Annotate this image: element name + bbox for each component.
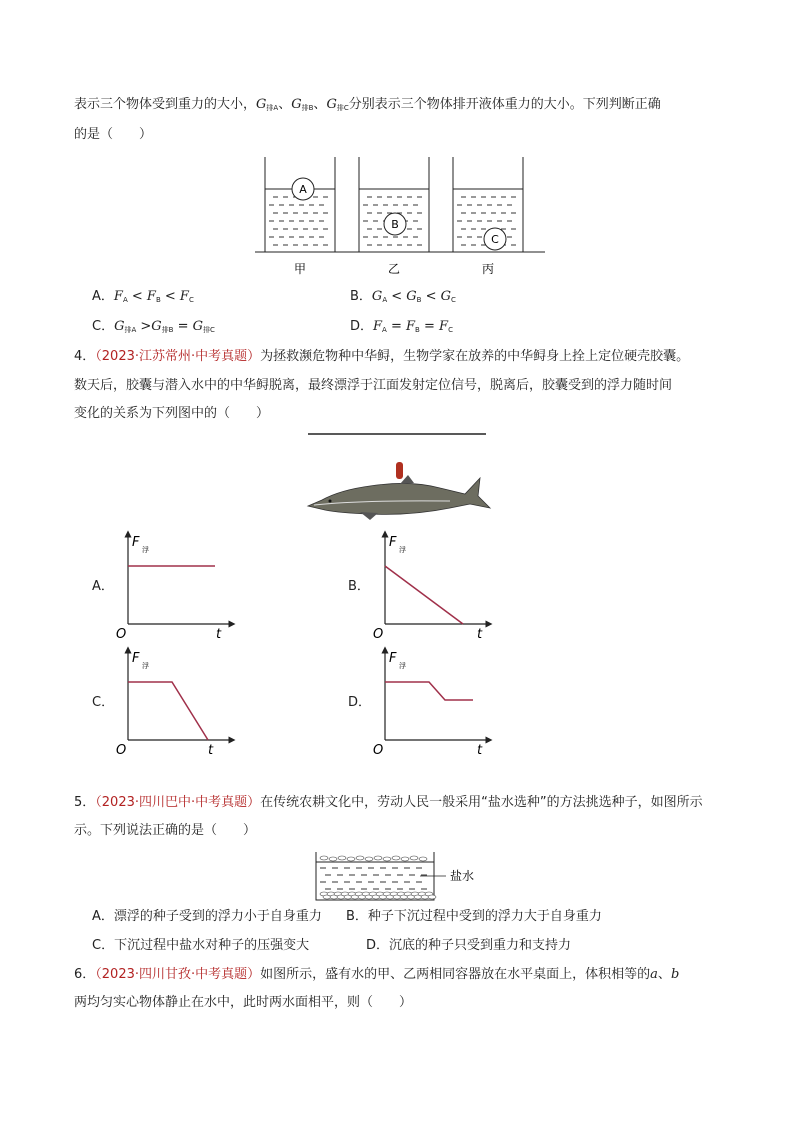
origin-label: O	[116, 743, 127, 758]
graph-label-d: D．	[348, 695, 372, 710]
ball-c-label: C	[491, 233, 499, 246]
axis-y-label: F	[132, 535, 140, 550]
q3-line-2: 的是（ ）	[74, 127, 153, 142]
axis-x-label: t	[208, 743, 214, 758]
sep: 、	[313, 97, 327, 112]
q5-option-d[interactable]: D．沉底的种子只受到重力和支持力	[366, 938, 572, 953]
q5-text-1: 在传统农耕文化中，劳动人民一般采用“盐水选种”的方法挑选种子，如图所示	[260, 795, 703, 810]
q5-option-c[interactable]: C．下沉过程中盐水对种子的压强变大	[92, 938, 310, 953]
axis-y-label: F	[389, 651, 397, 666]
q6-text-1: 如图所示，盛有水的甲、乙两相同容器放在水平桌面上，体积相等的	[260, 967, 651, 982]
q3-option-c[interactable]: C．$G_{排A} >G_{排B} = G_{排C}$	[92, 319, 215, 334]
graph-c-line	[128, 682, 208, 740]
q6-line-2: 两均匀实心物体静止在水中，此时两水面相平，则（ ）	[74, 995, 413, 1010]
q5-option-a[interactable]: A．漂浮的种子受到的浮力小于自身重力	[92, 909, 322, 924]
q5-line-2: 示。下列说法正确的是（ ）	[74, 823, 257, 838]
q4-source: （2023·江苏常州·中考真题）	[95, 349, 261, 364]
q3-line-1-text-a: 表示三个物体受到重力的大小，	[74, 97, 257, 112]
axis-y-sub: 浮	[142, 546, 149, 554]
g-sub-a: 排A	[266, 104, 279, 112]
var-b: b	[670, 967, 680, 982]
ball-b-label: B	[391, 218, 399, 231]
q4-number: 4．	[74, 349, 96, 364]
sep: 、	[657, 967, 671, 982]
q5-brine-figure	[310, 852, 500, 902]
q3-line-1	[74, 96, 661, 117]
q4-line-2: 数天后，胶囊与潜入水中的中华鲟脱离，最终漂浮于江面发射定位信号，脱离后，胶囊受到的浮力随时间	[74, 378, 673, 393]
q4-line-1	[74, 348, 689, 366]
q5-line-1	[74, 794, 703, 812]
q6-line-1	[74, 966, 679, 984]
q3-containers-figure	[255, 152, 545, 277]
graph-d[interactable]	[367, 646, 497, 758]
q4-text-1: 为拯救濒危物种中华鲟，生物学家在放养的中华鲟身上拴上定位硬壳胶囊。	[260, 349, 690, 364]
graph-label-b: B．	[348, 579, 370, 594]
q3-option-b[interactable]: B．$G_A < G_B < G_C$	[350, 289, 456, 304]
origin-label: O	[373, 627, 384, 642]
q3-option-a[interactable]: A．$F_A < F_B < F_C$	[92, 289, 194, 304]
graph-d-line	[385, 682, 473, 700]
graph-b[interactable]	[367, 530, 497, 642]
brine-label: 盐水	[450, 869, 475, 883]
q3-option-d[interactable]: D．$F_A = F_B = F_C$	[350, 319, 453, 334]
axis-y-label: F	[132, 651, 140, 666]
q3-line-1-text-b: 分别表示三个物体排开液体重力的大小。下列判断正确	[348, 97, 661, 112]
axis-y-sub: 浮	[142, 662, 149, 670]
g-symbol: G	[291, 97, 302, 112]
origin-label: O	[373, 743, 384, 758]
sep: 、	[278, 97, 292, 112]
option-label: C．	[92, 319, 115, 334]
q6-source: （2023·四川甘孜·中考真题）	[95, 967, 261, 982]
var-a: a	[650, 967, 658, 982]
option-label: B．	[350, 289, 372, 304]
q4-line-3: 变化的关系为下列图中的（ ）	[74, 406, 270, 421]
container-label-bing: 丙	[481, 262, 495, 276]
origin-label: O	[116, 627, 127, 642]
ball-a-label: A	[299, 183, 307, 196]
g-symbol: G	[326, 97, 337, 112]
graph-b-line	[385, 566, 463, 624]
g-sub-b: 排B	[301, 104, 314, 112]
sunken-seeds	[320, 892, 436, 899]
graph-label-c: C．	[92, 695, 115, 710]
q4-fish-figure	[300, 428, 495, 523]
sturgeon-icon	[308, 475, 490, 520]
axis-x-label: t	[477, 743, 483, 758]
axis-x-label: t	[216, 627, 222, 642]
g-sub-c: 排C	[336, 104, 349, 112]
graph-a[interactable]	[110, 530, 240, 642]
q6-number: 6．	[74, 967, 96, 982]
container-label-jia: 甲	[293, 262, 307, 276]
axis-y-label: F	[389, 535, 397, 550]
q5-number: 5．	[74, 795, 96, 810]
option-label: A．	[92, 289, 114, 304]
axis-y-sub: 浮	[399, 662, 406, 670]
g-symbol: G	[256, 97, 267, 112]
graph-label-a: A．	[92, 579, 114, 594]
axis-x-label: t	[477, 627, 483, 642]
option-label: D．	[350, 319, 374, 334]
q5-option-b[interactable]: B．种子下沉过程中受到的浮力大于自身重力	[346, 909, 602, 924]
container-label-yi: 乙	[387, 262, 401, 276]
graph-c[interactable]	[110, 646, 240, 758]
axis-y-sub: 浮	[399, 546, 406, 554]
capsule-icon	[396, 462, 403, 479]
floating-seeds	[320, 856, 427, 861]
q5-source: （2023·四川巴中·中考真题）	[95, 795, 261, 810]
